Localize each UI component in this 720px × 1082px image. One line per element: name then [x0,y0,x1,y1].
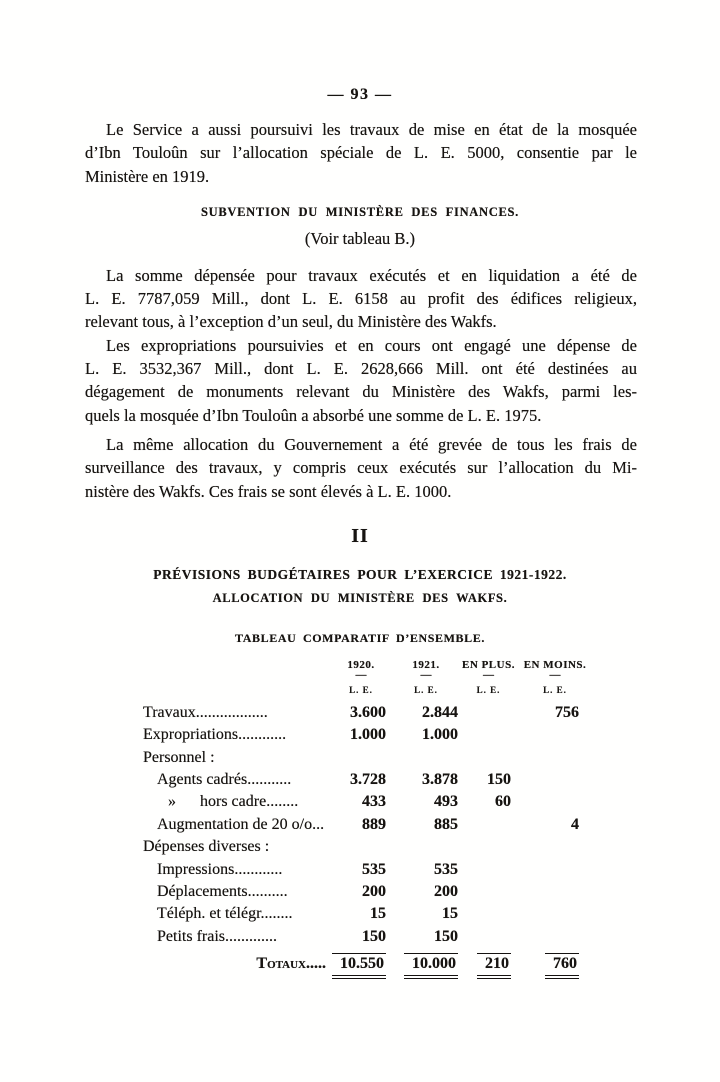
paragraph-intro [85,118,637,188]
row-value: 150 [434,927,458,945]
text-line: L. E. 3532,367 Mill., dont L. E. 2628,666 Mill. ont été destinées au [85,359,637,379]
totals-sum: 210 [477,953,511,979]
table-row [143,905,595,927]
heading-previsions: PRÉVISIONS BUDGÉTAIRES POUR L’EXERCICE 1921-1922. [153,566,567,582]
row-value: 15 [442,905,458,923]
text-line: dégagement de monuments relevant du Ministère des Wakfs, parmi les- [85,382,637,402]
column-year-label: EN MOINS. [523,658,587,671]
row-label: Expropriations............ [143,726,287,744]
column-unit-label: L. E. [414,684,438,695]
text-line: surveillance des travaux, y compris ceux exécutés sur l’allocation du Mi- [85,458,637,478]
row-label: Agents cadrés........... [157,771,292,789]
column-dash: — [549,668,561,681]
row-value: 3.878 [422,771,458,789]
totals-value [332,953,390,979]
heading-allocation-wakfs: ALLOCATION DU MINISTÈRE DES WAKFS. [212,590,508,605]
row-value: 3.728 [350,771,386,789]
table-row [143,883,595,905]
row-value: 493 [434,793,458,811]
row-value: 3.600 [350,703,386,721]
text-line: nistère des Wakfs. Ces frais se sont élevés à L. E. 1000. [85,481,452,501]
table-title: TABLEAU COMPARATIF D’ENSEMBLE. [235,630,485,645]
column-year-label: 1920. [347,658,375,671]
row-value: 200 [362,882,386,900]
column-dash: — [355,668,367,681]
row-value: 889 [362,815,386,833]
totals-value [462,953,515,979]
totals-value [515,953,595,979]
row-value: 433 [362,793,386,811]
row-value: 150 [362,927,386,945]
paragraph-expropriations [85,334,637,427]
paragraph-somme [85,264,637,334]
row-label: Téléph. et télégr........ [157,905,293,923]
text-line: L. E. 7787,059 Mill., dont L. E. 6158 au profit des édifices religieux, [85,289,637,309]
row-value: 756 [555,703,579,721]
column-unit-label: L. E. [476,684,501,695]
row-value: 200 [434,882,458,900]
table-row [143,816,595,838]
column-year-label: EN PLUS. [462,658,515,671]
table-row [143,749,595,771]
row-label: Déplacements.......... [157,882,288,900]
row-value: 4 [571,815,579,833]
row-value: 1.000 [422,726,458,744]
row-label: Personnel : [143,748,215,766]
text-line: Les expropriations poursuivies et en cours ont engagé une dépense de [106,335,637,355]
row-value: 885 [434,815,458,833]
row-value: 535 [434,860,458,878]
row-value: 15 [370,905,386,923]
column-dash: — [420,668,432,681]
table-row [143,704,595,726]
column-unit-label: L. E. [349,684,373,695]
text-line: d’Ibn Touloûn sur l’allocation spéciale de L. E. 5000, consentie par le [85,143,637,163]
totals-sum: 10.550 [332,953,386,979]
subvention-note: (Voir tableau B.) [304,228,416,248]
text-line: Ministère en 1919. [85,166,210,186]
row-value: 1.000 [350,726,386,744]
totals-value [390,953,462,979]
totals-sum: 10.000 [404,953,458,979]
table-header-row [143,659,595,695]
column-year-label: 1921. [412,658,440,671]
text-line: quels la mosquée d’Ibn Touloûn a absorbé une somme de L. E. 1975. [85,405,542,425]
paragraph-allocation [85,433,637,503]
row-value: 150 [487,771,511,789]
row-label: Augmentation de 20 o/o... [157,815,325,833]
table-row [143,838,595,860]
table-totals-row [143,953,595,983]
column-header [462,659,515,695]
row-label: » hors cadre........ [168,793,299,811]
comparative-table [143,659,595,983]
table-row [143,928,595,950]
row-value: 2.844 [422,703,458,721]
row-label: Impressions............ [157,860,283,878]
text-line: relevant tous, à l’exception d’un seul, du Ministère des Wakfs. [85,312,497,332]
table-row [143,793,595,815]
column-header [515,659,595,695]
totals-sum: 760 [545,953,579,979]
column-dash: — [483,668,494,681]
table-row [143,861,595,883]
table-row [143,726,595,748]
column-unit-label: L. E. [543,684,567,695]
heading-subvention: SUBVENTION DU MINISTÈRE DES FINANCES. [201,204,519,219]
row-value: 60 [495,793,511,811]
column-header [332,659,390,695]
page-number: — 93 — [327,86,393,103]
table-row [143,771,595,793]
row-label: Petits frais............. [157,927,277,945]
row-value: 535 [362,860,386,878]
text-line: La somme dépensée pour travaux exécutés et en liquidation a été de [106,265,637,285]
totals-label: Totaux..... [256,955,326,973]
row-label: Dépenses diverses : [143,838,270,856]
row-label: Travaux.................. [143,703,268,721]
text-line: Le Service a aussi poursuivi les travaux de mise en état de la mosquée [106,120,637,139]
column-header [390,659,462,695]
table-body [143,704,595,950]
section-numeral: II [351,524,369,547]
text-line: La même allocation du Gouvernement a été grevée de tous les frais de [106,434,637,454]
